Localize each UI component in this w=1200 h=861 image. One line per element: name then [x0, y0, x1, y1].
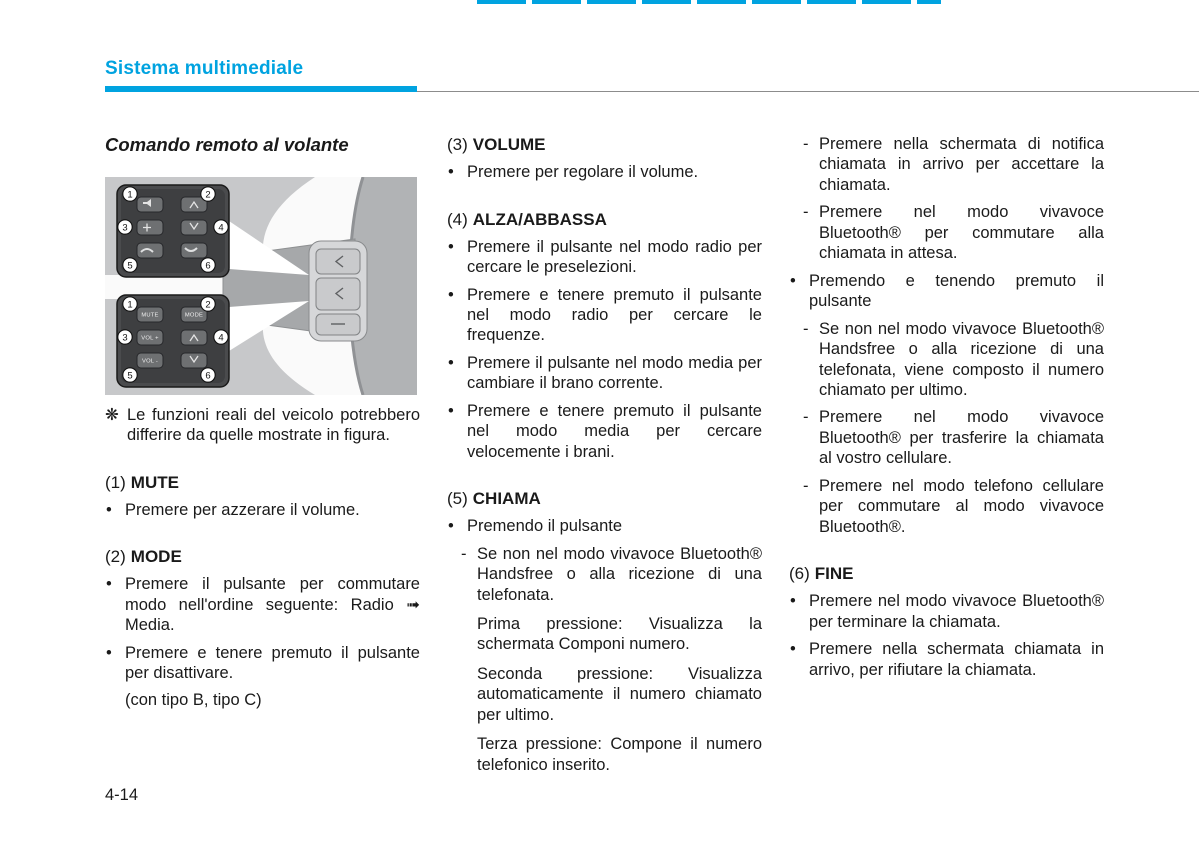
section-number: (4) — [447, 209, 468, 229]
press-step-item: Prima pressione: Visualizza la schermata Componi numero. — [477, 615, 762, 654]
column-3 — [789, 134, 1104, 775]
section-heading — [447, 209, 762, 230]
section-mode — [105, 546, 420, 710]
section-number: (3) — [447, 135, 468, 154]
bullet-item: • Premendo il pulsante — [447, 516, 762, 536]
dash-item: - Premere nel modo telefono cellulare per commutare al modo vivavoce Bluetooth®. — [789, 476, 1104, 537]
bullet-item: • Premere e tenere premuto il pulsante per disattivare. — [105, 643, 420, 684]
steering-wheel-illustration — [105, 177, 417, 395]
bullet-item: • Premere il pulsante nel modo radio per cercare le preselezioni. — [447, 237, 762, 278]
section-name: CHIAMA — [472, 489, 541, 509]
figure-note — [105, 405, 420, 446]
svg-text:5: 5 — [127, 370, 133, 382]
header-rule-accent — [105, 86, 417, 92]
column-2 — [447, 134, 762, 775]
section-volume — [447, 134, 762, 183]
volume-up-button-label: VOL + — [141, 335, 159, 342]
section-number: (1) — [105, 472, 126, 492]
page-number: 4-14 — [105, 786, 139, 804]
section-heading — [105, 472, 420, 493]
svg-text:6: 6 — [205, 370, 211, 382]
section-heading — [447, 488, 762, 509]
svg-text:6: 6 — [205, 260, 211, 272]
inset-panel-b — [117, 295, 229, 387]
dash-item: - Premere nel modo vivavoce Bluetooth® per trasferire la chiamata al vostro cellulare. — [789, 407, 1104, 468]
section-name: MODE — [130, 547, 182, 567]
section-alza-abbassa — [447, 209, 762, 463]
svg-text:2: 2 — [205, 189, 211, 201]
asterisk-symbol: ❋ — [105, 405, 119, 424]
svg-text:3: 3 — [122, 332, 128, 344]
svg-text:4: 4 — [218, 222, 224, 234]
svg-text:3: 3 — [122, 222, 128, 234]
figure-note-text: Le funzioni reali del veicolo potrebbero differire da quelle mostrate in figura. — [127, 405, 420, 445]
section-name: VOLUME — [472, 135, 546, 154]
article-title: Comando remoto al volante — [105, 134, 349, 155]
bullet-item: • Premere il pulsante per commutare modo nell'ordine seguente: Radio ➟ Media. — [105, 574, 420, 635]
section-heading — [789, 563, 1104, 584]
mute-button-label: MUTE — [141, 312, 159, 319]
svg-text:4: 4 — [218, 332, 224, 344]
type-note: (con tipo B, tipo C) — [125, 690, 262, 709]
section-mute — [105, 472, 420, 521]
chapter-title: Sistema multimediale — [105, 58, 304, 79]
dash-item: - Se non nel modo vivavoce Bluetooth® Handsfree o alla ricezione di una telefonata. — [447, 544, 762, 605]
bullet-item: • Premendo e tenendo premuto il pulsante — [789, 271, 1104, 312]
wheel-button-cluster — [309, 241, 367, 341]
bullet-item: • Premere nella schermata chiamata in arrivo, per rifiutare la chiamata. — [789, 639, 1104, 680]
dash-item: - Premere nella schermata di notifica chiamata in arrivo per accettare la chiamata. — [789, 134, 1104, 195]
bullet-item: • Premere per azzerare il volume. — [105, 500, 420, 520]
inset-panel-a — [117, 185, 229, 277]
header-rule — [0, 86, 1200, 92]
section-number: (5) — [447, 489, 468, 509]
section-name: ALZA/ABBASSA — [472, 209, 607, 229]
dash-item: - Se non nel modo vivavoce Bluetooth® Handsfree o alla ricezione di una telefonata, viene composto il numero chiamato per ultimo. — [789, 319, 1104, 401]
mode-button-label: MODE — [184, 312, 204, 319]
section-number: (2) — [105, 547, 126, 567]
press-step-item: Seconda pressione: Visualizza automaticamente il numero chiamato per ultimo. — [477, 664, 762, 724]
svg-text:2: 2 — [205, 299, 211, 311]
section-heading — [447, 134, 762, 155]
section-name: MUTE — [130, 472, 179, 492]
top-partial-rule — [477, 0, 941, 4]
section-fine — [789, 563, 1104, 680]
press-step-item: Terza pressione: Compone il numero telefonico inserito. — [477, 735, 762, 774]
bullet-item: • Premere il pulsante nel modo media per cambiare il brano corrente. — [447, 353, 762, 394]
content-columns — [105, 134, 1104, 775]
bullet-item: • Premere e tenere premuto il pulsante nel modo radio per cercare le frequenze. — [447, 285, 762, 346]
dash-item: - Premere nel modo vivavoce Bluetooth® per commutare alla chiamata in attesa. — [789, 202, 1104, 263]
section-heading — [105, 546, 420, 567]
column-1 — [105, 134, 420, 775]
section-number: (6) — [789, 564, 810, 584]
svg-text:1: 1 — [127, 299, 133, 311]
svg-text:1: 1 — [127, 189, 133, 201]
volume-down-button-label: VOL - — [142, 358, 158, 365]
bullet-item: • Premere per regolare il volume. — [447, 162, 762, 182]
section-chiama — [447, 488, 762, 775]
svg-text:5: 5 — [127, 260, 133, 272]
bullet-item: • Premere e tenere premuto il pulsante nel modo media per cercare velocemente i brani. — [447, 401, 762, 462]
steering-wheel-figure — [105, 177, 417, 395]
bullet-item: • Premere nel modo vivavoce Bluetooth® per terminare la chiamata. — [789, 591, 1104, 632]
page-header — [0, 58, 1200, 92]
section-name: FINE — [814, 564, 854, 584]
